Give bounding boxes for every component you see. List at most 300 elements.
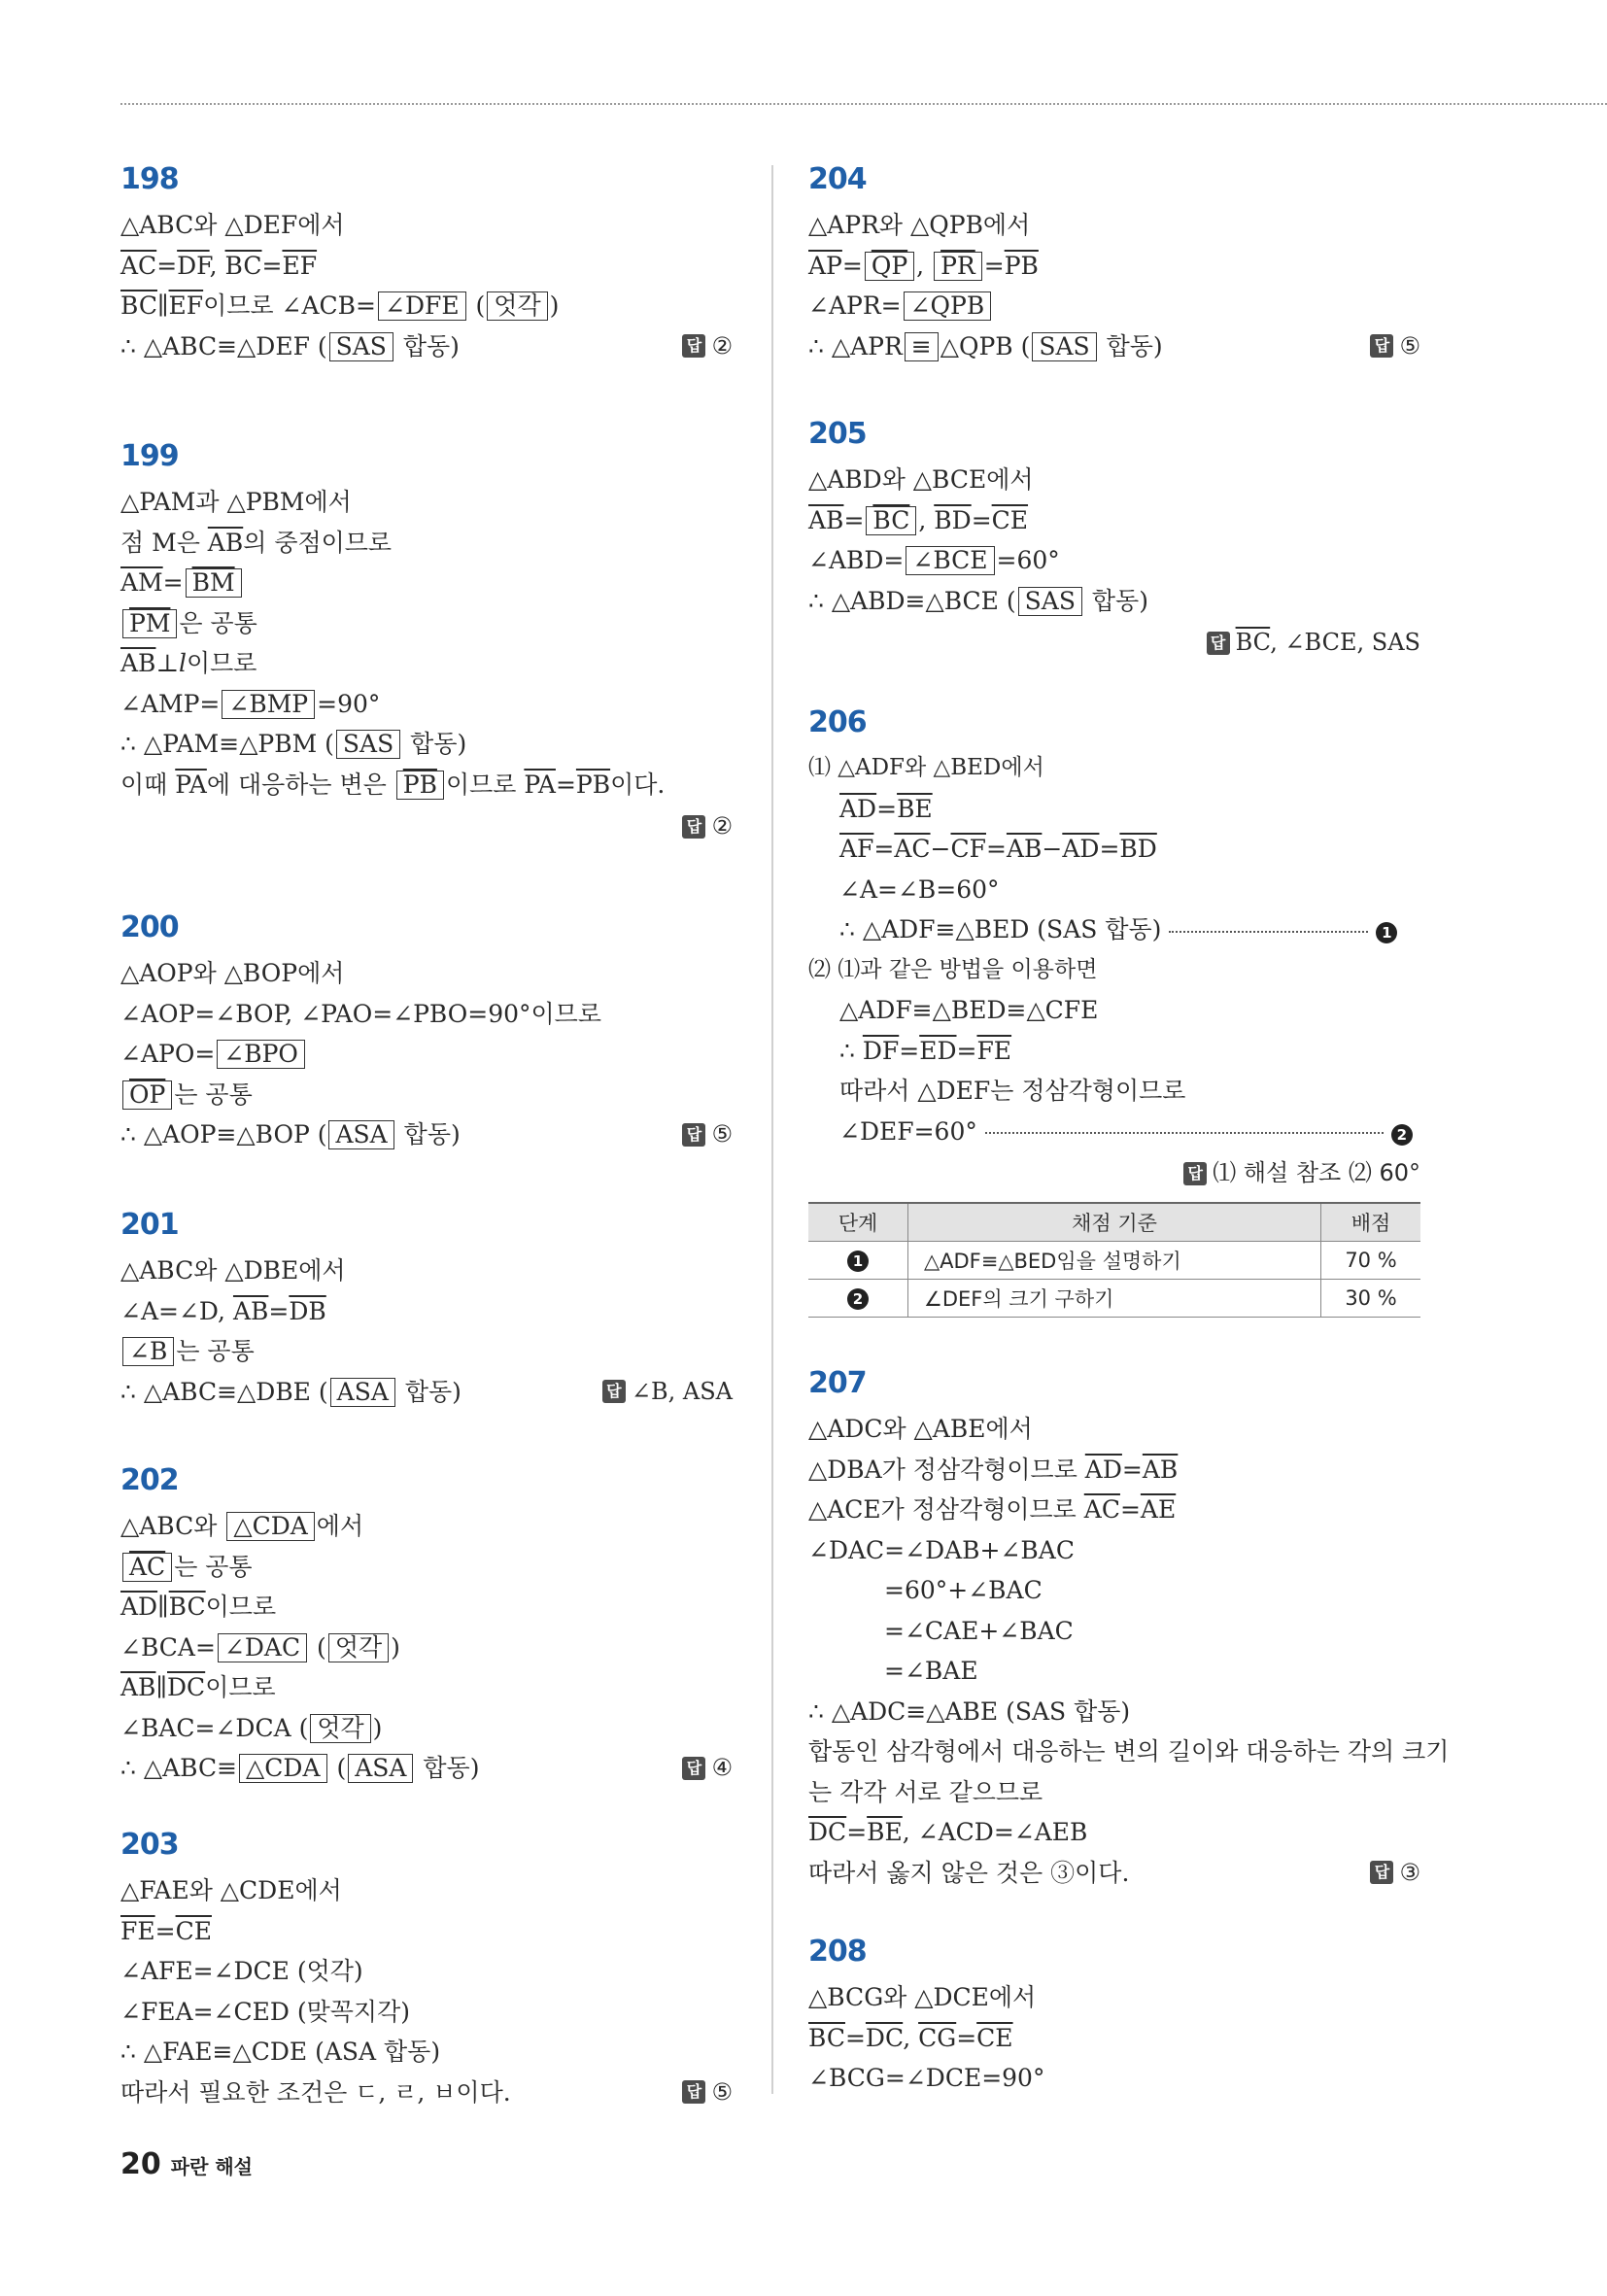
text: △QPB ( bbox=[940, 331, 1031, 360]
segment: $\overline{FE}$ bbox=[976, 1036, 1012, 1065]
segment: $\overline{DF}$ bbox=[177, 251, 210, 280]
segment: $\overline{FE}$ bbox=[120, 1916, 155, 1945]
answer-blank: 엇각 bbox=[328, 1633, 389, 1662]
solution-line: ∠AFE=∠DCE (엇각) bbox=[120, 1957, 363, 1985]
text: 는 공통 bbox=[174, 1552, 253, 1581]
text: 합동) bbox=[394, 331, 460, 360]
solution-line bbox=[120, 1075, 733, 1115]
answer-blank: $\overline{QP}$ bbox=[865, 252, 914, 281]
text: 는 공통 bbox=[174, 1079, 253, 1109]
text: = bbox=[956, 1036, 977, 1065]
answer-blank: 엇각 bbox=[310, 1714, 370, 1743]
text: ∴ △ADF≡△BED (SAS 합동) bbox=[839, 915, 1162, 943]
problem-number: 207 bbox=[808, 1366, 867, 1400]
text: △ACE가 정삼각형이므로 bbox=[808, 1495, 1084, 1524]
solution-line bbox=[120, 1331, 733, 1372]
text: 합동) bbox=[415, 1754, 480, 1782]
solution-line: △PAM과 △PBM에서 bbox=[120, 488, 352, 516]
solution-line: ∴ △ADC≡△ABE (SAS 합동) bbox=[808, 1696, 1131, 1726]
problem-number: 202 bbox=[120, 1463, 179, 1497]
solution-line bbox=[120, 246, 733, 287]
segment: $\overline{CF}$ bbox=[950, 835, 986, 863]
problem-204 bbox=[808, 160, 1420, 415]
solution-line bbox=[808, 1853, 1420, 1894]
text: ( bbox=[309, 1632, 326, 1662]
answer-label-icon: 답 bbox=[602, 1380, 626, 1403]
text: , ∠BCE, SAS bbox=[1270, 629, 1420, 657]
answer-blank: ∠QPB bbox=[904, 291, 992, 321]
text: = bbox=[261, 251, 283, 280]
segment: $\overline{DC}$ bbox=[167, 1673, 206, 1701]
answer-label-icon: 답 bbox=[682, 1123, 705, 1147]
problem-199 bbox=[120, 437, 733, 908]
solution-line bbox=[120, 1114, 733, 1155]
solution-line bbox=[120, 1708, 733, 1749]
text: = bbox=[841, 251, 863, 280]
answer bbox=[682, 1748, 733, 1789]
table-header-row bbox=[808, 1203, 1420, 1242]
problem-number: 208 bbox=[808, 1935, 867, 1969]
step-cell bbox=[808, 1279, 908, 1317]
text: = bbox=[162, 568, 184, 597]
answer-label-icon: 답 bbox=[1370, 334, 1393, 358]
segment: $\overline{BC}$ bbox=[224, 251, 262, 280]
text: 의 중점이므로 bbox=[243, 528, 393, 557]
answer-blank: $\overline{PR}$ bbox=[934, 252, 982, 281]
solution-line bbox=[120, 1372, 733, 1413]
answer-value: ∠B, ASA bbox=[631, 1377, 733, 1405]
text: ∠BCA= bbox=[120, 1632, 216, 1662]
points-cell: 70 % bbox=[1321, 1241, 1421, 1279]
text: 합동) bbox=[1098, 331, 1163, 360]
answer bbox=[120, 805, 733, 845]
text: 이때 bbox=[120, 770, 176, 799]
segment: $\overline{BE}$ bbox=[867, 1818, 903, 1846]
answer-value: ② bbox=[711, 812, 733, 840]
text: 이므로 bbox=[445, 770, 525, 799]
text: ⊥ bbox=[155, 649, 179, 677]
answer-blank: ∠BPO bbox=[217, 1040, 305, 1069]
solution-line: ∠AOP=∠BOP, ∠PAO=∠PBO=90°이므로 bbox=[120, 999, 601, 1028]
text: ∥ bbox=[155, 1673, 167, 1701]
solution-line bbox=[120, 1748, 733, 1789]
solution-line bbox=[808, 829, 1420, 870]
answer bbox=[602, 1372, 733, 1413]
solution-line: 는 각각 서로 같으므로 bbox=[808, 1777, 1043, 1806]
answer-blank: △CDA bbox=[239, 1754, 326, 1783]
right-column bbox=[808, 160, 1450, 2099]
segment: $\overline{AD}$ bbox=[839, 794, 877, 823]
text: = bbox=[843, 505, 865, 534]
text: ∴ △ABC≡△DEF ( bbox=[120, 331, 327, 360]
answer bbox=[682, 1114, 733, 1155]
segment: $\overline{BC}$ bbox=[120, 291, 157, 320]
solution-line bbox=[120, 1034, 733, 1075]
solution-line bbox=[120, 765, 733, 805]
solution-line bbox=[120, 1587, 733, 1628]
text: = bbox=[1121, 1455, 1143, 1484]
segment: $\overline{BD}$ bbox=[934, 505, 972, 534]
answer-label-icon: 답 bbox=[682, 2080, 705, 2104]
text: ∠APO= bbox=[120, 1040, 216, 1068]
segment: $\overline{AB}$ bbox=[207, 528, 244, 557]
answer-label-icon: 답 bbox=[682, 334, 705, 358]
segment: $\overline{DB}$ bbox=[289, 1296, 326, 1325]
segment: $\overline{CE}$ bbox=[175, 1916, 212, 1945]
solution-line: 합동인 삼각형에서 대응하는 변의 길이와 대응하는 각의 크기 bbox=[808, 1737, 1450, 1765]
text: = bbox=[156, 251, 178, 280]
scoring-table bbox=[808, 1202, 1420, 1318]
page-number: 20 bbox=[120, 2147, 161, 2181]
step-marker: 1 bbox=[1376, 922, 1397, 943]
segment: $\overline{AE}$ bbox=[1140, 1495, 1177, 1524]
segment: $\overline{EF}$ bbox=[168, 291, 204, 320]
text: 따라서 필요한 조건은 ㄷ, ㄹ, ㅂ이다. bbox=[120, 2077, 511, 2107]
solution-line bbox=[120, 286, 733, 326]
segment: $\overline{CE}$ bbox=[991, 505, 1029, 534]
solution-line bbox=[120, 1628, 733, 1668]
text: , bbox=[903, 2023, 919, 2052]
text: ∥ bbox=[157, 1593, 169, 1621]
text: ) bbox=[391, 1632, 400, 1662]
solution-line: △ABD와 △BCE에서 bbox=[808, 465, 1034, 494]
solution-line bbox=[120, 1506, 733, 1547]
text: , bbox=[916, 251, 933, 280]
answer bbox=[1370, 326, 1420, 367]
solution-line bbox=[808, 326, 1420, 367]
answer-blank: ASA bbox=[330, 1378, 395, 1407]
text: ∠DEF=60° bbox=[839, 1116, 977, 1146]
column-header: 채점 기준 bbox=[908, 1203, 1321, 1242]
answer-blank: $\overline{AC}$ bbox=[122, 1553, 172, 1582]
text: ∴ △PAM≡△PBM ( bbox=[120, 730, 334, 758]
segment: $\overline{BD}$ bbox=[1119, 835, 1157, 863]
solution-line: 따라서 △DEF는 정삼각형이므로 bbox=[839, 1077, 1186, 1105]
segment: $\overline{DF}$ bbox=[862, 1036, 900, 1065]
solution-line: △FAE와 △CDE에서 bbox=[120, 1876, 342, 1904]
criterion-cell: △ADF≡△BED임을 설명하기 bbox=[908, 1241, 1321, 1279]
segment: $\overline{CG}$ bbox=[918, 2023, 957, 2052]
solution-line: △BCG와 △DCE에서 bbox=[808, 1983, 1037, 2011]
text: ∴ △ABD≡△BCE ( bbox=[808, 586, 1016, 615]
answer-blank: ∠BCE bbox=[906, 546, 994, 575]
solution-line bbox=[808, 1812, 1420, 1853]
text: ( bbox=[328, 1754, 347, 1782]
answer-label-icon: 답 bbox=[682, 1757, 705, 1780]
text: 이다. bbox=[610, 770, 666, 799]
solution-line: ∠BCG=∠DCE=90° bbox=[808, 2064, 1045, 2092]
segment: $\overline{DC}$ bbox=[865, 2023, 904, 2052]
step-marker: 2 bbox=[1391, 1124, 1413, 1146]
solution-line bbox=[808, 909, 1420, 950]
solution-line: ⑴ △ADF와 △BED에서 bbox=[808, 755, 1044, 780]
answer-label-icon: 답 bbox=[1183, 1162, 1207, 1185]
book-label: 파란 해설 bbox=[170, 2155, 253, 2178]
text: 는 공통 bbox=[176, 1337, 255, 1365]
text: = bbox=[876, 794, 898, 823]
text: ∥ bbox=[156, 291, 169, 320]
answer-value bbox=[1236, 623, 1420, 664]
column-header: 배점 bbox=[1321, 1203, 1421, 1242]
answer bbox=[808, 1151, 1420, 1192]
problem-number: 206 bbox=[808, 705, 867, 739]
solution-line bbox=[808, 540, 1420, 581]
text: , bbox=[918, 505, 935, 534]
line-l: l bbox=[178, 649, 187, 677]
text: ∴ △ABC≡ bbox=[120, 1754, 238, 1782]
text: = bbox=[956, 2023, 977, 2052]
text: ∴ △ABC≡△DBE ( bbox=[120, 1377, 328, 1406]
column-divider bbox=[771, 165, 773, 2094]
problem-207 bbox=[808, 1364, 1450, 1933]
column-header: 단계 bbox=[808, 1203, 908, 1242]
solution-line bbox=[120, 563, 733, 603]
segment: $\overline{BC}$ bbox=[168, 1593, 206, 1621]
text: 이므로 bbox=[205, 1673, 276, 1701]
text: ) bbox=[549, 291, 560, 320]
answer-blank: SAS bbox=[1018, 587, 1082, 616]
solution-line bbox=[120, 1547, 733, 1588]
answer-value: ⑤ bbox=[711, 2077, 733, 2106]
segment: $\overline{PA}$ bbox=[524, 770, 556, 799]
answer-value: ⑴ 해설 참조 ⑵ 60° bbox=[1213, 1159, 1420, 1187]
text: = bbox=[1119, 1495, 1141, 1524]
step-cell bbox=[808, 1241, 908, 1279]
solution-line bbox=[120, 523, 733, 564]
text: 에 대응하는 변은 bbox=[206, 770, 394, 799]
text: 합동) bbox=[402, 730, 467, 758]
problem-202 bbox=[120, 1461, 733, 1826]
solution-line: △ADF≡△BED≡△CFE bbox=[839, 996, 1099, 1024]
segment: $\overline{AB}$ bbox=[232, 1296, 269, 1325]
segment: $\overline{PB}$ bbox=[575, 770, 611, 799]
answer bbox=[808, 621, 1420, 662]
text: 에서 bbox=[316, 1512, 364, 1540]
answer-label-icon: 답 bbox=[1207, 632, 1230, 655]
answer-blank: $\overline{PB}$ bbox=[396, 771, 444, 800]
problem-number: 200 bbox=[120, 910, 179, 944]
answer-blank: $\overline{BM}$ bbox=[186, 568, 242, 598]
segment: $\overline{AB}$ bbox=[1142, 1455, 1179, 1484]
answer bbox=[1370, 1853, 1420, 1894]
text: 합동) bbox=[1083, 586, 1148, 615]
solution-line bbox=[120, 684, 733, 725]
text: 점 M은 bbox=[120, 528, 208, 557]
segment: $\overline{AM}$ bbox=[120, 568, 163, 597]
segment: $\overline{AB}$ bbox=[1006, 835, 1043, 863]
left-column bbox=[120, 160, 733, 2112]
text: = bbox=[846, 1818, 868, 1846]
text: 따라서 옳지 않은 것은 ③이다. bbox=[808, 1858, 1130, 1887]
table-row bbox=[808, 1279, 1420, 1317]
solution-line bbox=[120, 326, 733, 367]
solution-line: ⑵ ⑴과 같은 방법을 이용하면 bbox=[808, 956, 1098, 982]
solution-line: △ABC와 △DEF에서 bbox=[120, 211, 345, 239]
segment: $\overline{ED}$ bbox=[919, 1036, 957, 1065]
text: ( bbox=[467, 291, 486, 320]
solution-line bbox=[120, 1667, 733, 1708]
answer bbox=[682, 326, 733, 367]
step-marker: 1 bbox=[847, 1251, 869, 1272]
answer-blank: △CDA bbox=[226, 1512, 314, 1541]
text: = bbox=[873, 835, 895, 863]
solution-line bbox=[808, 286, 1420, 326]
segment: $\overline{AD}$ bbox=[120, 1593, 158, 1621]
answer-value: ⑤ bbox=[1399, 331, 1420, 360]
segment: $\overline{AD}$ bbox=[1084, 1455, 1122, 1484]
solution-line bbox=[120, 643, 733, 684]
text: − bbox=[1042, 835, 1063, 863]
problem-number: 203 bbox=[120, 1828, 179, 1862]
answer-blank: ≡ bbox=[905, 332, 939, 361]
criterion-cell: ∠DEF의 크기 구하기 bbox=[908, 1279, 1321, 1317]
answer-blank: $\overline{PM}$ bbox=[122, 609, 177, 638]
text: ∠A=∠D, bbox=[120, 1296, 233, 1325]
solution-line bbox=[120, 724, 733, 765]
segment: $\overline{AC}$ bbox=[1083, 1495, 1120, 1524]
text: = bbox=[983, 251, 1005, 280]
answer-blank: ASA bbox=[348, 1754, 413, 1783]
solution-line: ∠FEA=∠CED (맞꼭지각) bbox=[120, 1997, 410, 2026]
solution-line: =∠CAE+∠BAC bbox=[884, 1616, 1074, 1645]
problem-number: 199 bbox=[120, 439, 179, 473]
text: ∠ABD= bbox=[808, 546, 905, 574]
text: 은 공통 bbox=[179, 608, 257, 637]
answer-blank: ∠B bbox=[122, 1337, 174, 1366]
text: − bbox=[930, 835, 951, 863]
solution-line bbox=[808, 1112, 1420, 1152]
answer-blank: ASA bbox=[328, 1120, 393, 1149]
solution-line bbox=[808, 246, 1420, 287]
text: △DBA가 정삼각형이므로 bbox=[808, 1455, 1085, 1484]
text: 합동) bbox=[395, 1120, 461, 1148]
text: , ∠ACD=∠AEB bbox=[902, 1818, 1088, 1846]
text: 이므로 ∠ACB= bbox=[203, 291, 376, 320]
answer bbox=[682, 2073, 733, 2113]
text: = bbox=[971, 505, 992, 534]
segment: $\overline{BC}$ bbox=[1235, 629, 1271, 657]
problem-206 bbox=[808, 703, 1420, 1364]
solution-line bbox=[120, 2073, 733, 2113]
text: △ABC와 bbox=[120, 1512, 225, 1540]
solution-line: ∴ △FAE≡△CDE (ASA 합동) bbox=[120, 2038, 441, 2066]
segment: $\overline{CE}$ bbox=[976, 2023, 1013, 2052]
solution-line bbox=[120, 1911, 733, 1952]
text: ∠AMP= bbox=[120, 689, 221, 718]
answer-blank: SAS bbox=[336, 730, 400, 759]
text: 합동) bbox=[396, 1377, 462, 1406]
text: ) bbox=[372, 1713, 383, 1742]
solution-line: ∠A=∠B=60° bbox=[839, 874, 1000, 904]
answer-blank: $\overline{BC}$ bbox=[866, 506, 916, 535]
answer-label-icon: 답 bbox=[1370, 1861, 1393, 1884]
problem-201 bbox=[120, 1206, 733, 1461]
segment: $\overline{AB}$ bbox=[120, 649, 156, 677]
solution-line: △AOP와 △BOP에서 bbox=[120, 959, 345, 987]
solution-line bbox=[120, 1291, 733, 1332]
solution-line bbox=[808, 789, 1420, 830]
answer-value: ③ bbox=[1399, 1858, 1420, 1886]
answer-value: ⑤ bbox=[711, 1120, 733, 1148]
top-dotted-rule bbox=[120, 103, 1607, 105]
answer-label-icon: 답 bbox=[682, 815, 705, 839]
table-row bbox=[808, 1241, 1420, 1279]
text: 이므로 bbox=[186, 649, 257, 677]
segment: $\overline{AC}$ bbox=[120, 251, 157, 280]
page-footer bbox=[120, 2147, 253, 2181]
solution-line bbox=[808, 1450, 1420, 1491]
segment: $\overline{EF}$ bbox=[282, 251, 318, 280]
segment: $\overline{DC}$ bbox=[808, 1818, 847, 1846]
solution-line: △ADC와 △ABE에서 bbox=[808, 1415, 1033, 1443]
leader-dots bbox=[1169, 931, 1368, 933]
segment: $\overline{PB}$ bbox=[1004, 251, 1039, 280]
problem-203 bbox=[120, 1826, 733, 2112]
text: =60° bbox=[996, 546, 1060, 574]
segment: $\overline{BC}$ bbox=[808, 2023, 845, 2052]
problem-number: 201 bbox=[120, 1208, 179, 1242]
text: 이므로 bbox=[205, 1593, 277, 1621]
answer-blank: $\overline{OP}$ bbox=[122, 1080, 172, 1110]
text: = bbox=[268, 1296, 290, 1325]
answer-blank: SAS bbox=[1032, 332, 1096, 361]
text: ∠APR= bbox=[808, 291, 902, 320]
segment: $\overline{PA}$ bbox=[175, 770, 207, 799]
segment: $\overline{BE}$ bbox=[897, 794, 933, 823]
text: ∴ bbox=[839, 1036, 863, 1065]
problem-number: 198 bbox=[120, 162, 179, 196]
text: = bbox=[1099, 835, 1120, 863]
solution-line bbox=[808, 2018, 1420, 2059]
text: = bbox=[899, 1036, 920, 1065]
segment: $\overline{AF}$ bbox=[839, 835, 874, 863]
solution-line: =∠BAE bbox=[884, 1657, 978, 1685]
problem-198 bbox=[120, 160, 733, 437]
segment: $\overline{AB}$ bbox=[120, 1673, 156, 1701]
text: =90° bbox=[317, 689, 381, 718]
text: = bbox=[985, 835, 1007, 863]
text: ∴ △APR bbox=[808, 331, 903, 360]
leader-dots bbox=[985, 1132, 1384, 1134]
problem-200 bbox=[120, 908, 733, 1206]
answer-value: ② bbox=[711, 331, 733, 360]
text: ∠BAC=∠DCA ( bbox=[120, 1713, 309, 1742]
solution-line: △ABC와 △DBE에서 bbox=[120, 1256, 346, 1285]
text: = bbox=[154, 1916, 176, 1945]
answer-blank: SAS bbox=[329, 332, 393, 361]
answer-blank: 엇각 bbox=[487, 291, 547, 321]
problem-number: 205 bbox=[808, 417, 867, 451]
points-cell: 30 % bbox=[1321, 1279, 1421, 1317]
problem-208 bbox=[808, 1933, 1420, 2099]
answer-blank: ∠DFE bbox=[378, 291, 466, 321]
solution-line bbox=[120, 603, 733, 644]
answer-blank: ∠BMP bbox=[222, 690, 315, 719]
text: ∴ △AOP≡△BOP ( bbox=[120, 1120, 327, 1148]
solution-line: △APR와 △QPB에서 bbox=[808, 211, 1031, 239]
solution-line bbox=[808, 581, 1420, 622]
segment: $\overline{AC}$ bbox=[894, 835, 931, 863]
segment: $\overline{AP}$ bbox=[808, 251, 842, 280]
segment: $\overline{AB}$ bbox=[808, 505, 844, 534]
solution-line: =60°+∠BAC bbox=[884, 1576, 1043, 1604]
answer-blank: ∠DAC bbox=[218, 1633, 307, 1662]
segment: $\overline{AD}$ bbox=[1062, 835, 1100, 863]
problem-number: 204 bbox=[808, 162, 867, 196]
step-marker: 2 bbox=[847, 1288, 869, 1310]
solution-line bbox=[808, 1031, 1420, 1072]
solution-line bbox=[808, 500, 1420, 541]
